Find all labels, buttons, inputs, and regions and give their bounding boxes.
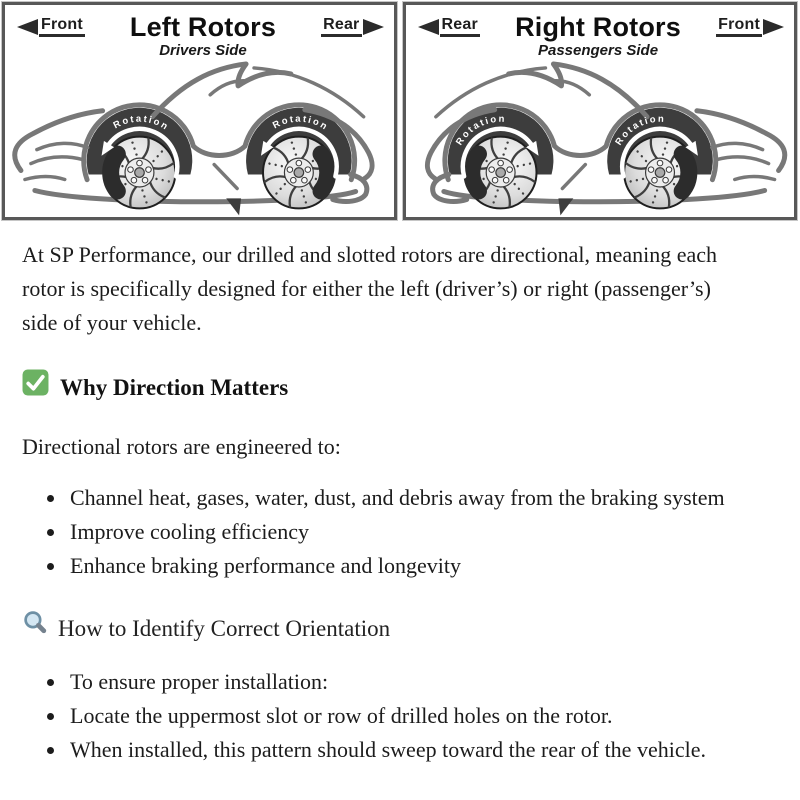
list-item: • To ensure proper installation:	[67, 665, 727, 699]
section-heading-text: How to Identify Correct Orientation	[58, 616, 391, 642]
list-item: • Improve cooling efficiency	[67, 515, 727, 549]
benefits-list	[22, 481, 776, 583]
panel-left-header	[5, 5, 394, 60]
front-direction-indicator	[716, 17, 784, 37]
rotation-label: Rotation	[270, 113, 331, 134]
lead-paragraph: Directional rotors are engineered to:	[22, 433, 341, 459]
direction-label: Rear	[321, 17, 361, 38]
list-item: • When installed, this pattern should sweep toward the rear of the vehicle.	[67, 733, 727, 767]
arrow-left-icon	[17, 19, 38, 35]
car-illustration-left	[5, 53, 394, 218]
rotation-label: Rotation	[453, 113, 507, 148]
arrow-right-icon	[363, 19, 384, 35]
panel-right-rotors	[403, 2, 798, 220]
section-heading-identify-orientation	[22, 610, 776, 648]
panel-right-header	[406, 5, 795, 60]
car-body-right	[427, 64, 784, 215]
article-body	[0, 220, 800, 767]
orientation-steps-list	[22, 665, 776, 767]
direction-label: Rear	[440, 17, 480, 38]
direction-label: Front	[39, 17, 85, 38]
car-body-left	[15, 64, 372, 215]
list-item: • Enhance braking performance and longevity	[67, 549, 727, 583]
list-item: • Channel heat, gases, water, dust, and debris away from the braking system	[67, 481, 727, 515]
direction-label: Front	[716, 17, 762, 38]
rear-direction-indicator	[321, 17, 383, 37]
panel-left-rotors	[2, 2, 397, 220]
rotation-label: Rotation	[111, 113, 172, 134]
panel-title: Right Rotors	[515, 12, 681, 42]
section-heading-text: Why Direction Matters	[60, 375, 289, 401]
arrow-left-icon	[418, 19, 439, 35]
list-item: • Locate the uppermost slot or row of drilled holes on the rotor.	[67, 699, 727, 733]
panel-subtitle: Passengers Side	[537, 42, 659, 60]
intro-paragraph: At SP Performance, our drilled and slotted rotors are directional, meaning each rotor is specifically designed for either the left (driver’s) or right (passenger’s) side of your vehicle.	[22, 242, 718, 336]
panel-subtitle: Drivers Side	[159, 42, 247, 60]
panel-titles	[515, 12, 681, 60]
section-heading-why-direction-matters	[22, 369, 776, 407]
panel-title: Left Rotors	[129, 12, 277, 42]
car-illustration-right	[406, 53, 795, 218]
rotor-direction-figure	[0, 0, 800, 220]
magnifying-glass-icon	[22, 610, 49, 648]
panel-titles	[129, 12, 277, 60]
rear-direction-indicator	[418, 17, 480, 37]
rotation-label: Rotation	[612, 113, 666, 148]
check-mark-icon	[22, 369, 49, 407]
front-direction-indicator	[17, 17, 85, 37]
arrow-right-icon	[763, 19, 784, 35]
